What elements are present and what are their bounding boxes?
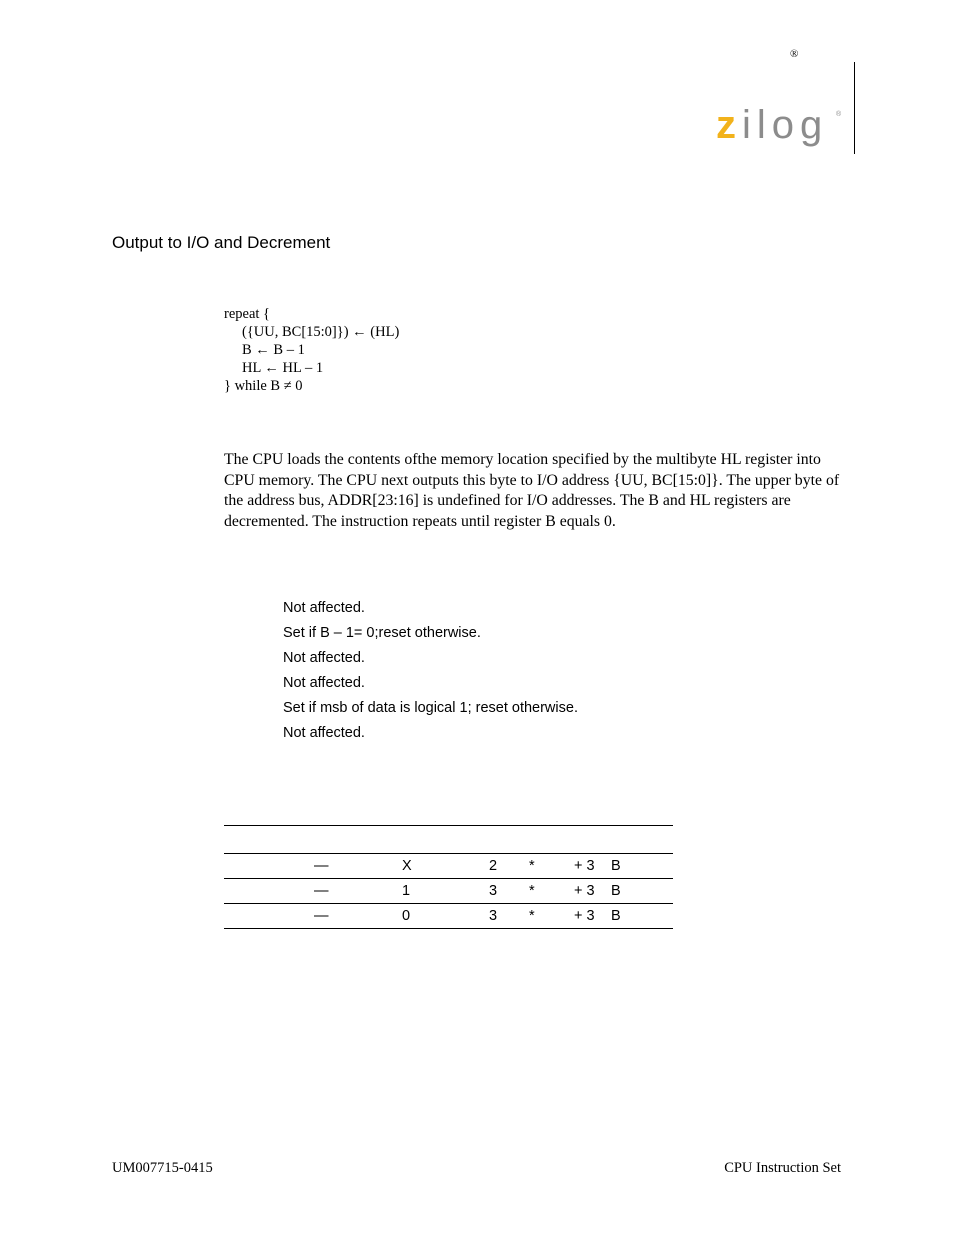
table-cell: 1: [402, 883, 411, 899]
flag-description: Not affected.: [283, 675, 365, 691]
table-row: [224, 904, 673, 928]
table-cell: B: [611, 858, 621, 874]
code-line: HL ← HL – 1: [242, 360, 324, 376]
flag-description: Not affected.: [283, 600, 365, 616]
code-line: B ← B – 1: [242, 342, 305, 358]
table-cell: —: [314, 883, 329, 899]
flags-list: [283, 599, 578, 749]
table-cell: —: [314, 908, 329, 924]
table-cell: 0: [402, 908, 411, 924]
zilog-logo: [712, 100, 852, 160]
flag-description: Not affected.: [283, 725, 365, 741]
footer-document-id: UM007715-0415: [112, 1160, 213, 1176]
flag-description: Not affected.: [283, 650, 365, 666]
code-line: ({UU, BC[15:0]}) ← (HL): [242, 324, 400, 340]
footer-section-title: CPU Instruction Set: [724, 1160, 841, 1176]
table-top-rule: [224, 825, 673, 826]
header-divider: [854, 62, 855, 154]
table-cell: B: [611, 883, 621, 899]
operation-code: [224, 305, 399, 395]
table-cell: + 3: [574, 883, 595, 899]
flag-description: Set if B – 1= 0;reset otherwise.: [283, 625, 481, 641]
flag-description: Set if msb of data is logical 1; reset otherwise.: [283, 700, 578, 716]
svg-text:®: ®: [836, 111, 842, 118]
description-paragraph: The CPU loads the contents ofthe memory location specified by the multibyte HL register into CPU memory. The CPU next outputs this byte to I/O address {UU, BC[15:0]}. The upper byte of the address bus, ADDR[23:16] is undefined for I/O addresses. The B and HL registers are decremented. The instruction repeats until register B equals 0.: [224, 451, 840, 530]
table-row: [224, 879, 673, 903]
table-cell: *: [529, 858, 535, 874]
page-title: Output to I/O and Decrement: [112, 233, 331, 252]
table-cell: 3: [489, 883, 498, 899]
table-cell: 3: [489, 908, 498, 924]
code-line: repeat {: [224, 306, 270, 322]
code-line: } while B ≠ 0: [224, 378, 303, 394]
table-cell: B: [611, 908, 621, 924]
table-row: [224, 854, 673, 878]
table-cell: X: [402, 858, 412, 874]
table-cell: 2: [489, 858, 498, 874]
svg-text:z: z: [716, 103, 736, 147]
registered-mark: ®: [790, 48, 799, 60]
table-cell: + 3: [574, 908, 595, 924]
svg-text:ilog: ilog: [742, 103, 829, 147]
table-cell: *: [529, 908, 535, 924]
table-cell: *: [529, 883, 535, 899]
table-cell: —: [314, 858, 329, 874]
table-bottom-rule: [224, 928, 673, 929]
table-cell: + 3: [574, 858, 595, 874]
